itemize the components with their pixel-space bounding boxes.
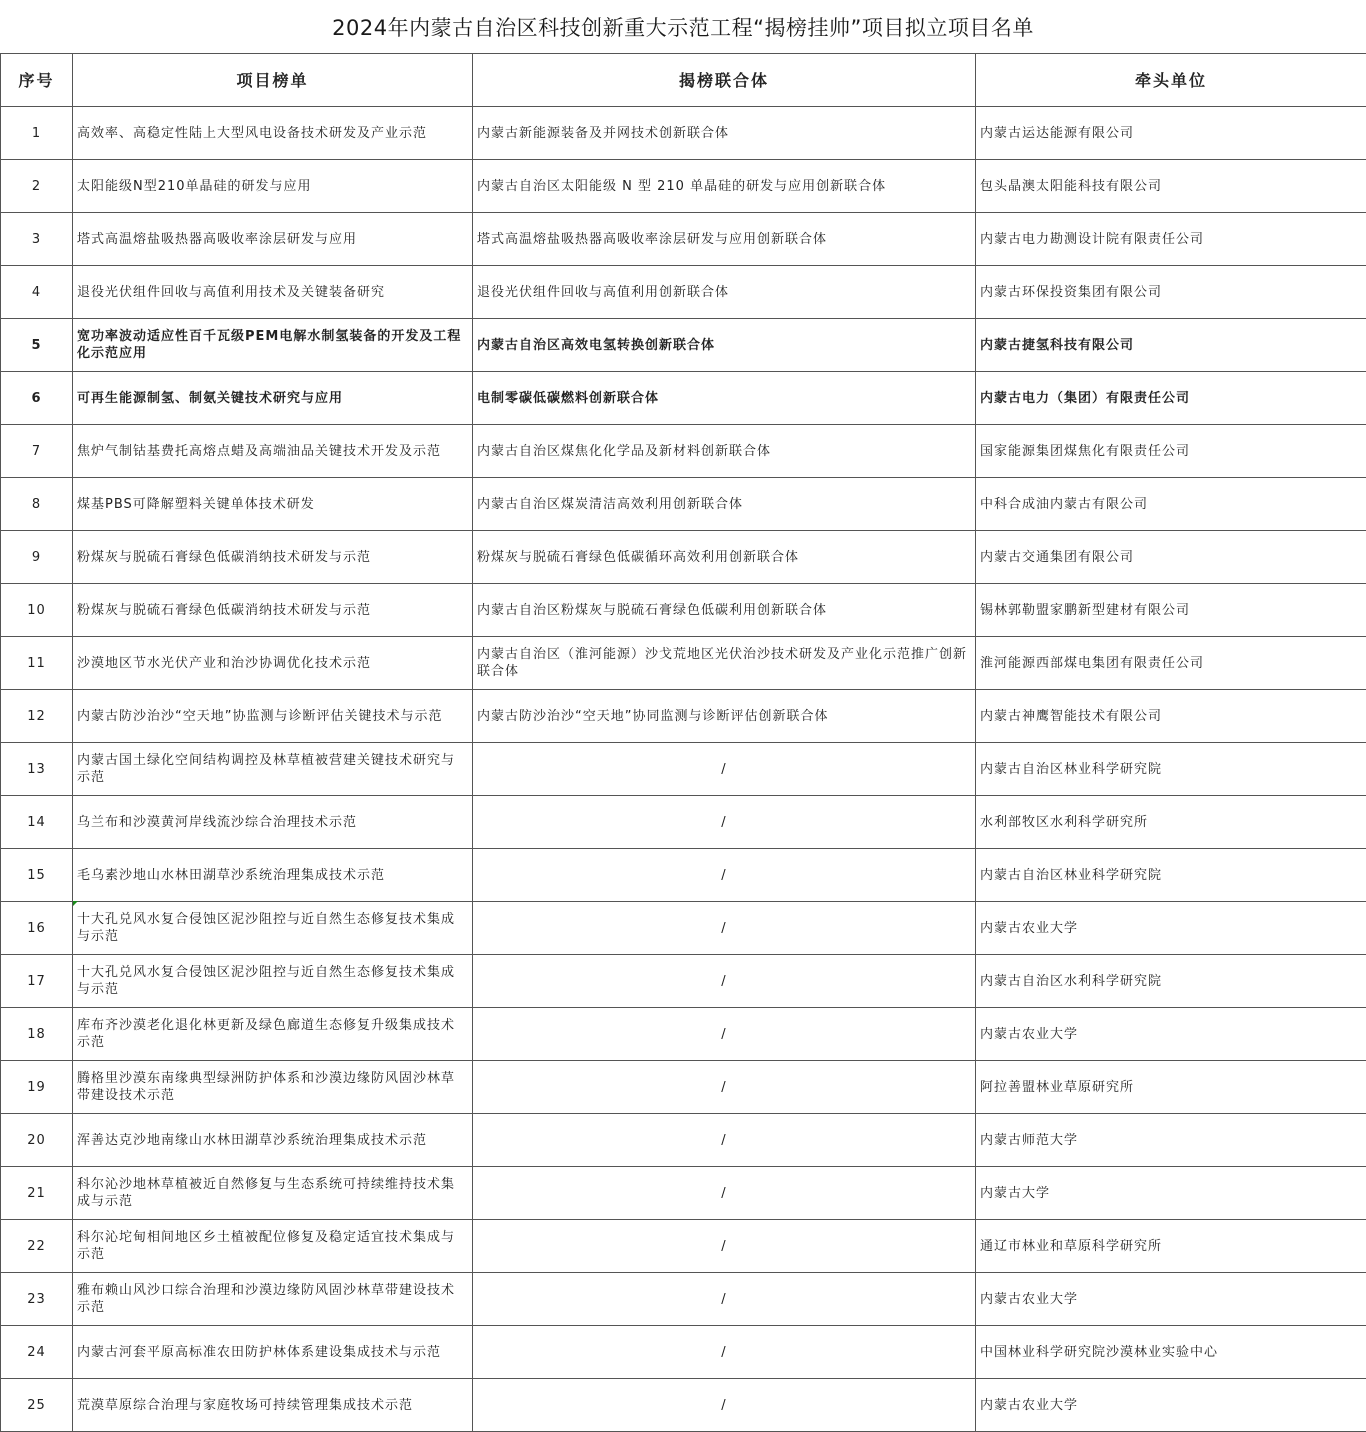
consortium-cell: 内蒙古自治区粉煤灰与脱硫石膏绿色低碳利用创新联合体 [473,584,976,637]
table-row [1,372,1366,425]
project-cell: 粉煤灰与脱硫石膏绿色低碳消纳技术研发与示范 [73,531,473,584]
project-cell: 十大孔兑风水复合侵蚀区泥沙阻控与近自然生态修复技术集成与示范 [73,955,473,1008]
table-row [1,1167,1366,1220]
table-row [1,1220,1366,1273]
consortium-cell: 内蒙古防沙治沙“空天地”协同监测与诊断评估创新联合体 [473,690,976,743]
consortium-cell: 内蒙古自治区（淮河能源）沙戈荒地区光伏治沙技术研发及产业化示范推广创新联合体 [473,637,976,690]
consortium-cell: 退役光伏组件回收与高值利用创新联合体 [473,266,976,319]
lead-unit-cell: 内蒙古农业大学 [976,1008,1366,1061]
consortium-cell: / [473,1008,976,1061]
table-row [1,425,1366,478]
row-number-cell: 19 [1,1061,73,1114]
table-row [1,1008,1366,1061]
consortium-cell: / [473,902,976,955]
header-row [1,54,1366,107]
project-cell: 宽功率波动适应性百千瓦级PEM电解水制氢装备的开发及工程化示范应用 [73,319,473,372]
project-cell: 科尔沁沙地林草植被近自然修复与生态系统可持续维持技术集成与示范 [73,1167,473,1220]
row-number-cell: 13 [1,743,73,796]
project-cell: 浑善达克沙地南缘山水林田湖草沙系统治理集成技术示范 [73,1114,473,1167]
table-row [1,266,1366,319]
lead-unit-cell: 中科合成油内蒙古有限公司 [976,478,1366,531]
row-number-cell: 10 [1,584,73,637]
table-row [1,478,1366,531]
lead-unit-cell: 内蒙古大学 [976,1167,1366,1220]
project-cell: 乌兰布和沙漠黄河岸线流沙综合治理技术示范 [73,796,473,849]
lead-unit-cell: 内蒙古运达能源有限公司 [976,107,1366,160]
table-row [1,1061,1366,1114]
row-number-cell: 12 [1,690,73,743]
lead-unit-cell: 中国林业科学研究院沙漠林业实验中心 [976,1326,1366,1379]
project-cell: 塔式高温熔盐吸热器高吸收率涂层研发与应用 [73,213,473,266]
lead-unit-cell: 内蒙古捷氢科技有限公司 [976,319,1366,372]
row-number-cell: 23 [1,1273,73,1326]
project-cell: 十大孔兑风水复合侵蚀区泥沙阻控与近自然生态修复技术集成与示范 [73,902,473,955]
consortium-cell: / [473,1273,976,1326]
table-row [1,637,1366,690]
row-number-cell: 11 [1,637,73,690]
lead-unit-cell: 内蒙古交通集团有限公司 [976,531,1366,584]
table-row [1,1114,1366,1167]
lead-unit-cell: 内蒙古电力勘测设计院有限责任公司 [976,213,1366,266]
lead-unit-cell: 内蒙古神鹰智能技术有限公司 [976,690,1366,743]
project-cell: 退役光伏组件回收与高值利用技术及关键装备研究 [73,266,473,319]
lead-unit-cell: 内蒙古环保投资集团有限公司 [976,266,1366,319]
consortium-cell: 塔式高温熔盐吸热器高吸收率涂层研发与应用创新联合体 [473,213,976,266]
consortium-cell: 内蒙古新能源装备及并网技术创新联合体 [473,107,976,160]
header-project: 项目榜单 [73,54,473,107]
lead-unit-cell: 淮河能源西部煤电集团有限责任公司 [976,637,1366,690]
project-cell: 腾格里沙漠东南缘典型绿洲防护体系和沙漠边缘防风固沙林草带建设技术示范 [73,1061,473,1114]
project-list-table [0,53,1366,1432]
consortium-cell: / [473,1061,976,1114]
table-row [1,902,1366,955]
row-number-cell: 22 [1,1220,73,1273]
consortium-cell: / [473,849,976,902]
table-row [1,213,1366,266]
header-lead: 牵头单位 [976,54,1366,107]
row-number-cell: 16 [1,902,73,955]
consortium-cell: 内蒙古自治区煤炭清洁高效利用创新联合体 [473,478,976,531]
row-number-cell: 5 [1,319,73,372]
lead-unit-cell: 内蒙古师范大学 [976,1114,1366,1167]
row-number-cell: 2 [1,160,73,213]
project-cell: 科尔沁坨甸相间地区乡土植被配位修复及稳定适宜技术集成与示范 [73,1220,473,1273]
project-cell: 焦炉气制钴基费托高熔点蜡及高端油品关键技术开发及示范 [73,425,473,478]
table-row [1,690,1366,743]
project-cell: 毛乌素沙地山水林田湖草沙系统治理集成技术示范 [73,849,473,902]
table-row [1,1379,1366,1432]
project-cell: 太阳能级N型210单晶硅的研发与应用 [73,160,473,213]
table-row [1,743,1366,796]
row-number-cell: 21 [1,1167,73,1220]
lead-unit-cell: 阿拉善盟林业草原研究所 [976,1061,1366,1114]
table-row [1,796,1366,849]
table-row [1,1326,1366,1379]
table-row [1,1273,1366,1326]
consortium-cell: / [473,1220,976,1273]
project-cell: 荒漠草原综合治理与家庭牧场可持续管理集成技术示范 [73,1379,473,1432]
row-number-cell: 4 [1,266,73,319]
project-cell: 沙漠地区节水光伏产业和治沙协调优化技术示范 [73,637,473,690]
row-number-cell: 3 [1,213,73,266]
project-cell: 库布齐沙漠老化退化林更新及绿色廊道生态修复升级集成技术示范 [73,1008,473,1061]
lead-unit-cell: 国家能源集团煤焦化有限责任公司 [976,425,1366,478]
table-row [1,584,1366,637]
row-number-cell: 14 [1,796,73,849]
project-cell: 雅布赖山风沙口综合治理和沙漠边缘防风固沙林草带建设技术示范 [73,1273,473,1326]
lead-unit-cell: 内蒙古农业大学 [976,902,1366,955]
lead-unit-cell: 锡林郭勒盟家鹏新型建材有限公司 [976,584,1366,637]
project-cell: 内蒙古河套平原高标准农田防护林体系建设集成技术与示范 [73,1326,473,1379]
row-number-cell: 15 [1,849,73,902]
consortium-cell: 电制零碳低碳燃料创新联合体 [473,372,976,425]
project-cell: 高效率、高稳定性陆上大型风电设备技术研发及产业示范 [73,107,473,160]
project-cell: 煤基PBS可降解塑料关键单体技术研发 [73,478,473,531]
consortium-cell: / [473,743,976,796]
row-number-cell: 20 [1,1114,73,1167]
table-body [1,107,1366,1432]
table-row [1,107,1366,160]
consortium-cell: / [473,796,976,849]
table-row [1,319,1366,372]
consortium-cell: 内蒙古自治区高效电氢转换创新联合体 [473,319,976,372]
lead-unit-cell: 内蒙古自治区水利科学研究院 [976,955,1366,1008]
row-number-cell: 7 [1,425,73,478]
lead-unit-cell: 包头晶澳太阳能科技有限公司 [976,160,1366,213]
row-number-cell: 9 [1,531,73,584]
document-title: 2024年内蒙古自治区科技创新重大示范工程“揭榜挂帅”项目拟立项目名单 [332,16,1034,40]
project-cell: 内蒙古防沙治沙“空天地”协监测与诊断评估关键技术与示范 [73,690,473,743]
row-number-cell: 18 [1,1008,73,1061]
lead-unit-cell: 水利部牧区水利科学研究所 [976,796,1366,849]
row-number-cell: 24 [1,1326,73,1379]
project-cell: 粉煤灰与脱硫石膏绿色低碳消纳技术研发与示范 [73,584,473,637]
row-number-cell: 8 [1,478,73,531]
table-row [1,531,1366,584]
cell-comment-marker-icon [73,901,78,906]
consortium-cell: 内蒙古自治区煤焦化化学品及新材料创新联合体 [473,425,976,478]
lead-unit-cell: 通辽市林业和草原科学研究所 [976,1220,1366,1273]
lead-unit-cell: 内蒙古农业大学 [976,1379,1366,1432]
consortium-cell: / [473,1114,976,1167]
lead-unit-cell: 内蒙古农业大学 [976,1273,1366,1326]
row-number-cell: 17 [1,955,73,1008]
header-num: 序号 [1,54,73,107]
consortium-cell: / [473,1379,976,1432]
lead-unit-cell: 内蒙古自治区林业科学研究院 [976,849,1366,902]
consortium-cell: / [473,955,976,1008]
consortium-cell: 内蒙古自治区太阳能级 N 型 210 单晶硅的研发与应用创新联合体 [473,160,976,213]
table-row [1,849,1366,902]
lead-unit-cell: 内蒙古电力（集团）有限责任公司 [976,372,1366,425]
project-cell: 内蒙古国土绿化空间结构调控及林草植被营建关键技术研究与示范 [73,743,473,796]
row-number-cell: 25 [1,1379,73,1432]
row-number-cell: 1 [1,107,73,160]
table-row [1,160,1366,213]
consortium-cell: 粉煤灰与脱硫石膏绿色低碳循环高效利用创新联合体 [473,531,976,584]
table-row [1,955,1366,1008]
project-cell: 可再生能源制氢、制氨关键技术研究与应用 [73,372,473,425]
row-number-cell: 6 [1,372,73,425]
lead-unit-cell: 内蒙古自治区林业科学研究院 [976,743,1366,796]
consortium-cell: / [473,1167,976,1220]
consortium-cell: / [473,1326,976,1379]
header-consortium: 揭榜联合体 [473,54,976,107]
